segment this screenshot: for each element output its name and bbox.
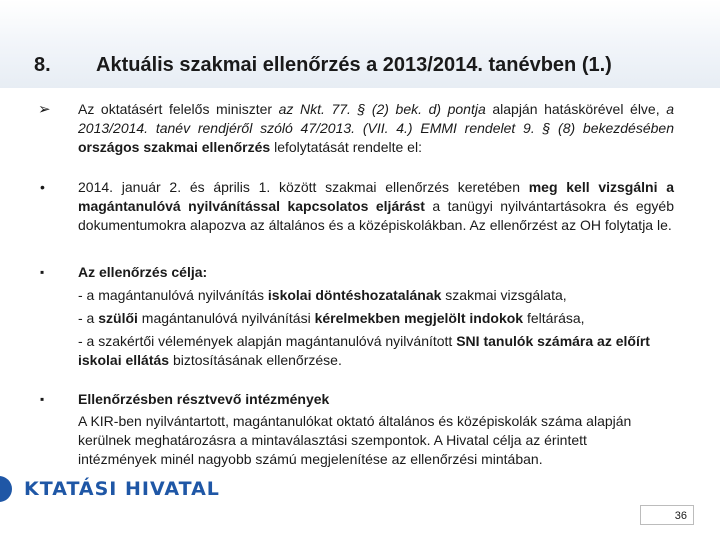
goal-item-2: - a szülői magántanulóvá nyilvánítási kérelmekben megjelölt indokok feltárása, (78, 310, 585, 326)
square-bullet-icon: ▪ (40, 265, 45, 279)
goal-heading: Az ellenőrzés célja: (78, 264, 208, 280)
arrow-bullet-icon: ➢ (38, 101, 51, 118)
institutions-heading: Ellenőrzésben résztvevő intézmények (78, 391, 330, 407)
logo-text: KTATÁSI HIVATAL (24, 478, 220, 500)
slide-number: 8. (34, 54, 51, 76)
slide-title-text: Aktuális szakmai ellenőrzés a 2013/2014. tanévben (1.) (96, 54, 612, 76)
page-number: 36 (640, 505, 694, 525)
paragraph-intro: Az oktatásért felelős miniszter az Nkt. 77. § (2) bek. d) pontja alapján hatáskörével élve, a 2013/2014. tanév rendjéről szóló 47/2013. (VII. 4.) EMMI rendelet 9. § (8) bekezdésében országos szakmai ellenőrzés lefolytatását rendelte el: (78, 101, 674, 155)
paragraph-inspection-period: 2014. január 2. és április 1. között szakmai ellenőrzés keretében meg kell vizsgálni a magántanulóvá nyilvánítással kapcsolatos eljárást a tanügyi nyilvántartásokra és egyéb dokumentumokra alapozva az általános és a középiskolákban. Az ellenőrzést az OH folytatja le. (78, 179, 674, 233)
paragraph-inspection-goal (78, 263, 674, 370)
institutions-body: A KIR-ben nyilvántartott, magántanulókat oktató általános és középiskolák száma alapján kerülnek meghatározásra a mintaválasztási szempontok. A Hivatal célja az érintett intézmények minél nagyobb számú megjelenítése az ellenőrzési mintában. (78, 413, 632, 467)
dot-bullet-icon: • (40, 179, 45, 195)
paragraph-participating-institutions (78, 390, 658, 469)
logo-circle-icon (0, 476, 12, 502)
goal-item-1: - a magántanulóvá nyilvánítás iskolai döntéshozatalának szakmai vizsgálata, (78, 287, 567, 303)
goal-item-3: - a szakértői vélemények alapján magántanulóvá nyilvánított SNI tanulók számára az előírt iskolai ellátás biztosításának ellenőrzése. (78, 333, 650, 368)
square-bullet-icon: ▪ (40, 392, 45, 406)
